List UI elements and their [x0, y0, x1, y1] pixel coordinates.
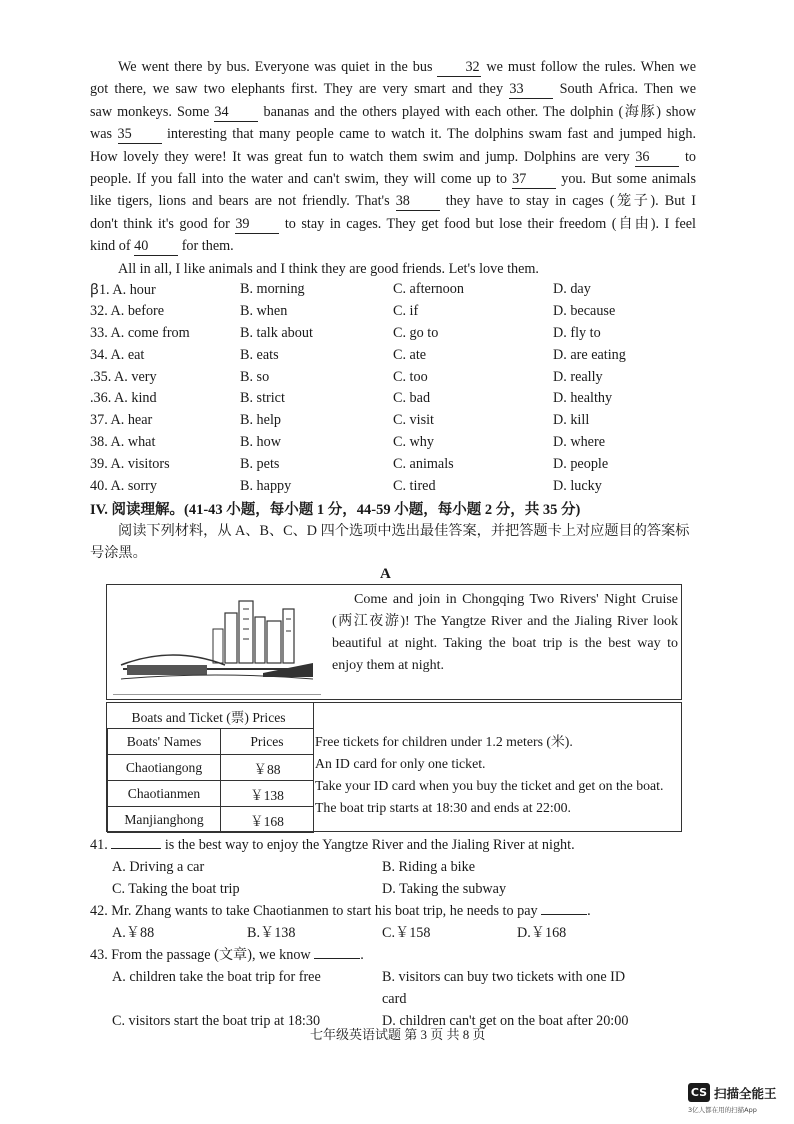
option-choice: B. when	[240, 303, 288, 320]
answer-blank	[314, 958, 360, 959]
passage-text: don't think it's good for	[90, 215, 236, 232]
table-row	[108, 755, 314, 781]
passage-line	[90, 123, 696, 145]
cloze-blank: 35	[118, 125, 162, 144]
question-option: B. visitors can buy two tickets with one ID card	[382, 969, 626, 1007]
price-cell: ￥138	[221, 781, 314, 807]
passage-lines	[90, 56, 696, 258]
option-row	[90, 410, 710, 432]
option-choice: C. visit	[393, 412, 434, 429]
option-choice: C. tired	[393, 477, 436, 494]
option-choice: D. people	[553, 455, 609, 472]
column-header-boat: Boats' Names	[108, 729, 221, 755]
cloze-blank: 39	[235, 215, 279, 234]
option-choice: B. talk about	[240, 324, 313, 341]
option-choice: 40. A. sorry	[90, 477, 157, 494]
option-choice: C. bad	[393, 390, 431, 407]
watermark-tagline: 3亿人都在用的扫描App	[688, 1106, 757, 1114]
option-row	[90, 279, 710, 301]
table-row	[108, 807, 314, 833]
option-choice: D. really	[553, 368, 603, 385]
option-choice: 37. A. hear	[90, 412, 153, 429]
cloze-blank: 36	[635, 148, 679, 167]
ticket-notes	[315, 731, 663, 819]
question-text: 42. Mr. Zhang wants to take Chaotianmen to start his boat trip, he needs to pay	[90, 903, 542, 919]
question-option: B. Riding a bike	[382, 859, 476, 875]
option-choice: ꞵ1. A. hour	[90, 282, 156, 299]
option-choice: 32. A. before	[90, 303, 165, 320]
option-choice: D. kill	[553, 412, 590, 429]
option-choice: C. ate	[393, 346, 427, 363]
option-choice: 33. A. come from	[90, 324, 190, 341]
passage-text: South Africa. Then we	[553, 81, 697, 98]
option-choice: C. too	[393, 368, 428, 385]
table-caption: Boats and Ticket (票) Prices	[108, 703, 314, 729]
option-choice: .36. A. kind	[90, 390, 157, 407]
option-choice: B. eats	[240, 346, 279, 363]
boat-name-cell: Chaotianmen	[108, 781, 221, 807]
option-choice: 34. A. eat	[90, 346, 145, 363]
cloze-blank: 32	[437, 58, 481, 77]
passage-line	[90, 235, 696, 257]
option-choice: C. why	[393, 433, 434, 450]
option-choice: D. where	[553, 433, 605, 450]
question-option: C. visitors start the boat trip at 18:30	[112, 1013, 321, 1029]
option-row	[90, 388, 710, 410]
table-header-row	[108, 729, 314, 755]
price-cell: ￥168	[221, 807, 314, 833]
option-choice: B. happy	[240, 477, 292, 494]
passage-text: bananas and the others played with each other. The dolphin (海豚) show	[258, 103, 696, 120]
passage-letter: A	[380, 566, 391, 582]
question-option: C. Taking the boat trip	[112, 881, 240, 897]
cs-logo-icon: CS	[688, 1083, 710, 1102]
passage-text: we must follow the rules. When we	[481, 59, 697, 75]
option-row	[90, 301, 710, 323]
passage-line	[90, 78, 696, 100]
cloze-blank: 38	[396, 192, 440, 211]
reading-questions	[90, 834, 710, 1032]
option-choice: B. pets	[240, 455, 280, 472]
cloze-blank: 37	[512, 170, 556, 189]
option-choice: D. are eating	[553, 346, 626, 363]
boat-name-cell: Manjianghong	[108, 807, 221, 833]
option-choice: C. animals	[393, 455, 454, 472]
option-row	[90, 366, 710, 388]
passage-text: We went there by bus. Everyone was quiet in the bus	[118, 59, 438, 75]
question-text: is the best way to enjoy the Yangtze River and the Jialing River at night.	[161, 837, 575, 853]
answer-blank	[541, 914, 587, 915]
question-option: D. children can't get on the boat after 20:00	[382, 1013, 629, 1029]
question-stem	[90, 944, 710, 966]
question-text: .	[587, 903, 591, 919]
option-choice: .35. A. very	[90, 368, 157, 385]
question-text: 43. From the passage (文章), we know	[90, 947, 315, 963]
cloze-passage	[90, 56, 696, 280]
question-option: D. Taking the subway	[382, 881, 507, 897]
option-choice: B. so	[240, 368, 270, 385]
option-choice: D. day	[553, 281, 591, 298]
question-stem	[90, 834, 710, 856]
ticket-note: Free tickets for children under 1.2 meters (米).	[315, 734, 573, 749]
passage-text: How lovely they were! It was great fun to watch them swim and jump. Dolphins are very	[90, 148, 636, 165]
option-row	[90, 344, 710, 366]
question-option: C.￥158	[382, 925, 431, 941]
option-choice: C. if	[393, 303, 419, 320]
table-caption-row	[108, 703, 314, 729]
column-header-price: Prices	[221, 729, 314, 755]
passage-text: got there, we saw two elephants first. They are very smart and they	[90, 81, 510, 98]
passage-line	[90, 190, 696, 212]
option-choice: 38. A. what	[90, 433, 156, 450]
passage-line	[90, 56, 696, 78]
passage-text: interesting that many people came to watch it. The dolphins swam fast and jumped high.	[161, 126, 696, 143]
cloze-blank: 34	[214, 103, 258, 122]
option-choice: B. morning	[240, 281, 305, 298]
boat-name-cell: Chaotiangong	[108, 755, 221, 781]
answer-blank	[111, 848, 161, 849]
ticket-note: Take your ID card when you buy the ticket and get on the boat.	[315, 778, 664, 793]
cloze-options	[90, 279, 710, 497]
city-skyline-illustration	[113, 591, 321, 695]
passage-text: saw monkeys. Some	[90, 103, 215, 120]
question-option-row	[90, 878, 710, 900]
passage-line	[90, 213, 696, 235]
question-stem	[90, 900, 710, 922]
watermark-name: 扫描全能王	[714, 1086, 777, 1101]
passage-line	[90, 101, 696, 123]
passage-text: kind of	[90, 238, 135, 255]
question-option-row	[90, 856, 710, 878]
ticket-price-table	[107, 703, 314, 833]
passage-line	[90, 146, 696, 168]
ticket-note: The boat trip starts at 18:30 and ends at 22:00.	[315, 800, 571, 815]
option-choice: B. strict	[240, 390, 285, 407]
cloze-blank: 33	[509, 80, 553, 99]
ticket-section	[106, 702, 682, 832]
passage-text: like tigers, lions and bears are not friendly. That's	[90, 193, 396, 210]
table-row	[108, 781, 314, 807]
passage-text: to	[679, 148, 696, 165]
passage-text: was	[90, 126, 118, 143]
option-choice: D. healthy	[553, 390, 613, 407]
question-option: A. children take the boat trip for free	[112, 969, 321, 985]
option-row	[90, 432, 710, 454]
page-footer: 七年级英语试题 第 3 页 共 8 页	[310, 1027, 486, 1042]
option-row	[90, 323, 710, 345]
section-instruction: 阅读下列材料，从 A、B、C、D 四个选项中选出最佳答案，并把答题卡上对应题目的答案标号涂黑。	[90, 523, 690, 561]
option-choice: B. how	[240, 433, 281, 450]
passage-text: to stay in cages. They get food but lose their freedom (自由). I feel	[279, 215, 696, 232]
section-heading: IV. 阅读理解。(41-43 小题，每小题 1 分，44-59 小题，每小题 2 分，共 35 分)	[90, 502, 581, 518]
question-option: A.￥88	[112, 925, 155, 941]
price-cell: ￥88	[221, 755, 314, 781]
cruise-advertisement	[106, 584, 682, 832]
option-choice: C. go to	[393, 324, 439, 341]
option-row	[90, 475, 710, 497]
option-choice: 39. A. visitors	[90, 455, 170, 472]
question-option-row	[90, 966, 710, 1010]
passage-text: they have to stay in cages (笼子). But I	[439, 193, 697, 210]
question-option: D.￥168	[517, 925, 567, 941]
passage-closing: All in all, I like animals and I think they are good friends. Let's love them.	[118, 260, 539, 277]
scanner-watermark	[688, 1083, 794, 1119]
cloze-blank: 40	[134, 237, 178, 256]
passage-text: people. If you fall into the water and can't swim, they will come up to	[90, 171, 513, 188]
question-option: A. Driving a car	[112, 859, 205, 875]
option-choice: D. lucky	[553, 477, 602, 494]
question-text: 41.	[90, 837, 112, 853]
ad-intro-text: Come and join in Chongqing Two Rivers' Night Cruise (两江夜游)! The Yangtze River and the Jialing River look beautiful at night. Taking the boat trip is the best way to enjoy them at night.	[332, 592, 678, 673]
option-choice: B. help	[240, 412, 281, 429]
option-choice: D. fly to	[553, 324, 601, 341]
passage-text: you. But some animals	[556, 171, 696, 188]
ticket-note: An ID card for only one ticket.	[315, 756, 486, 771]
passage-text: for them.	[178, 238, 234, 255]
option-row	[90, 453, 710, 475]
passage-line	[90, 168, 696, 190]
question-option-row	[90, 922, 710, 944]
option-choice: C. afternoon	[393, 281, 464, 298]
question-option: B.￥138	[247, 925, 296, 941]
ad-intro-box	[106, 584, 682, 700]
question-text: .	[360, 947, 364, 963]
option-choice: D. because	[553, 303, 616, 320]
